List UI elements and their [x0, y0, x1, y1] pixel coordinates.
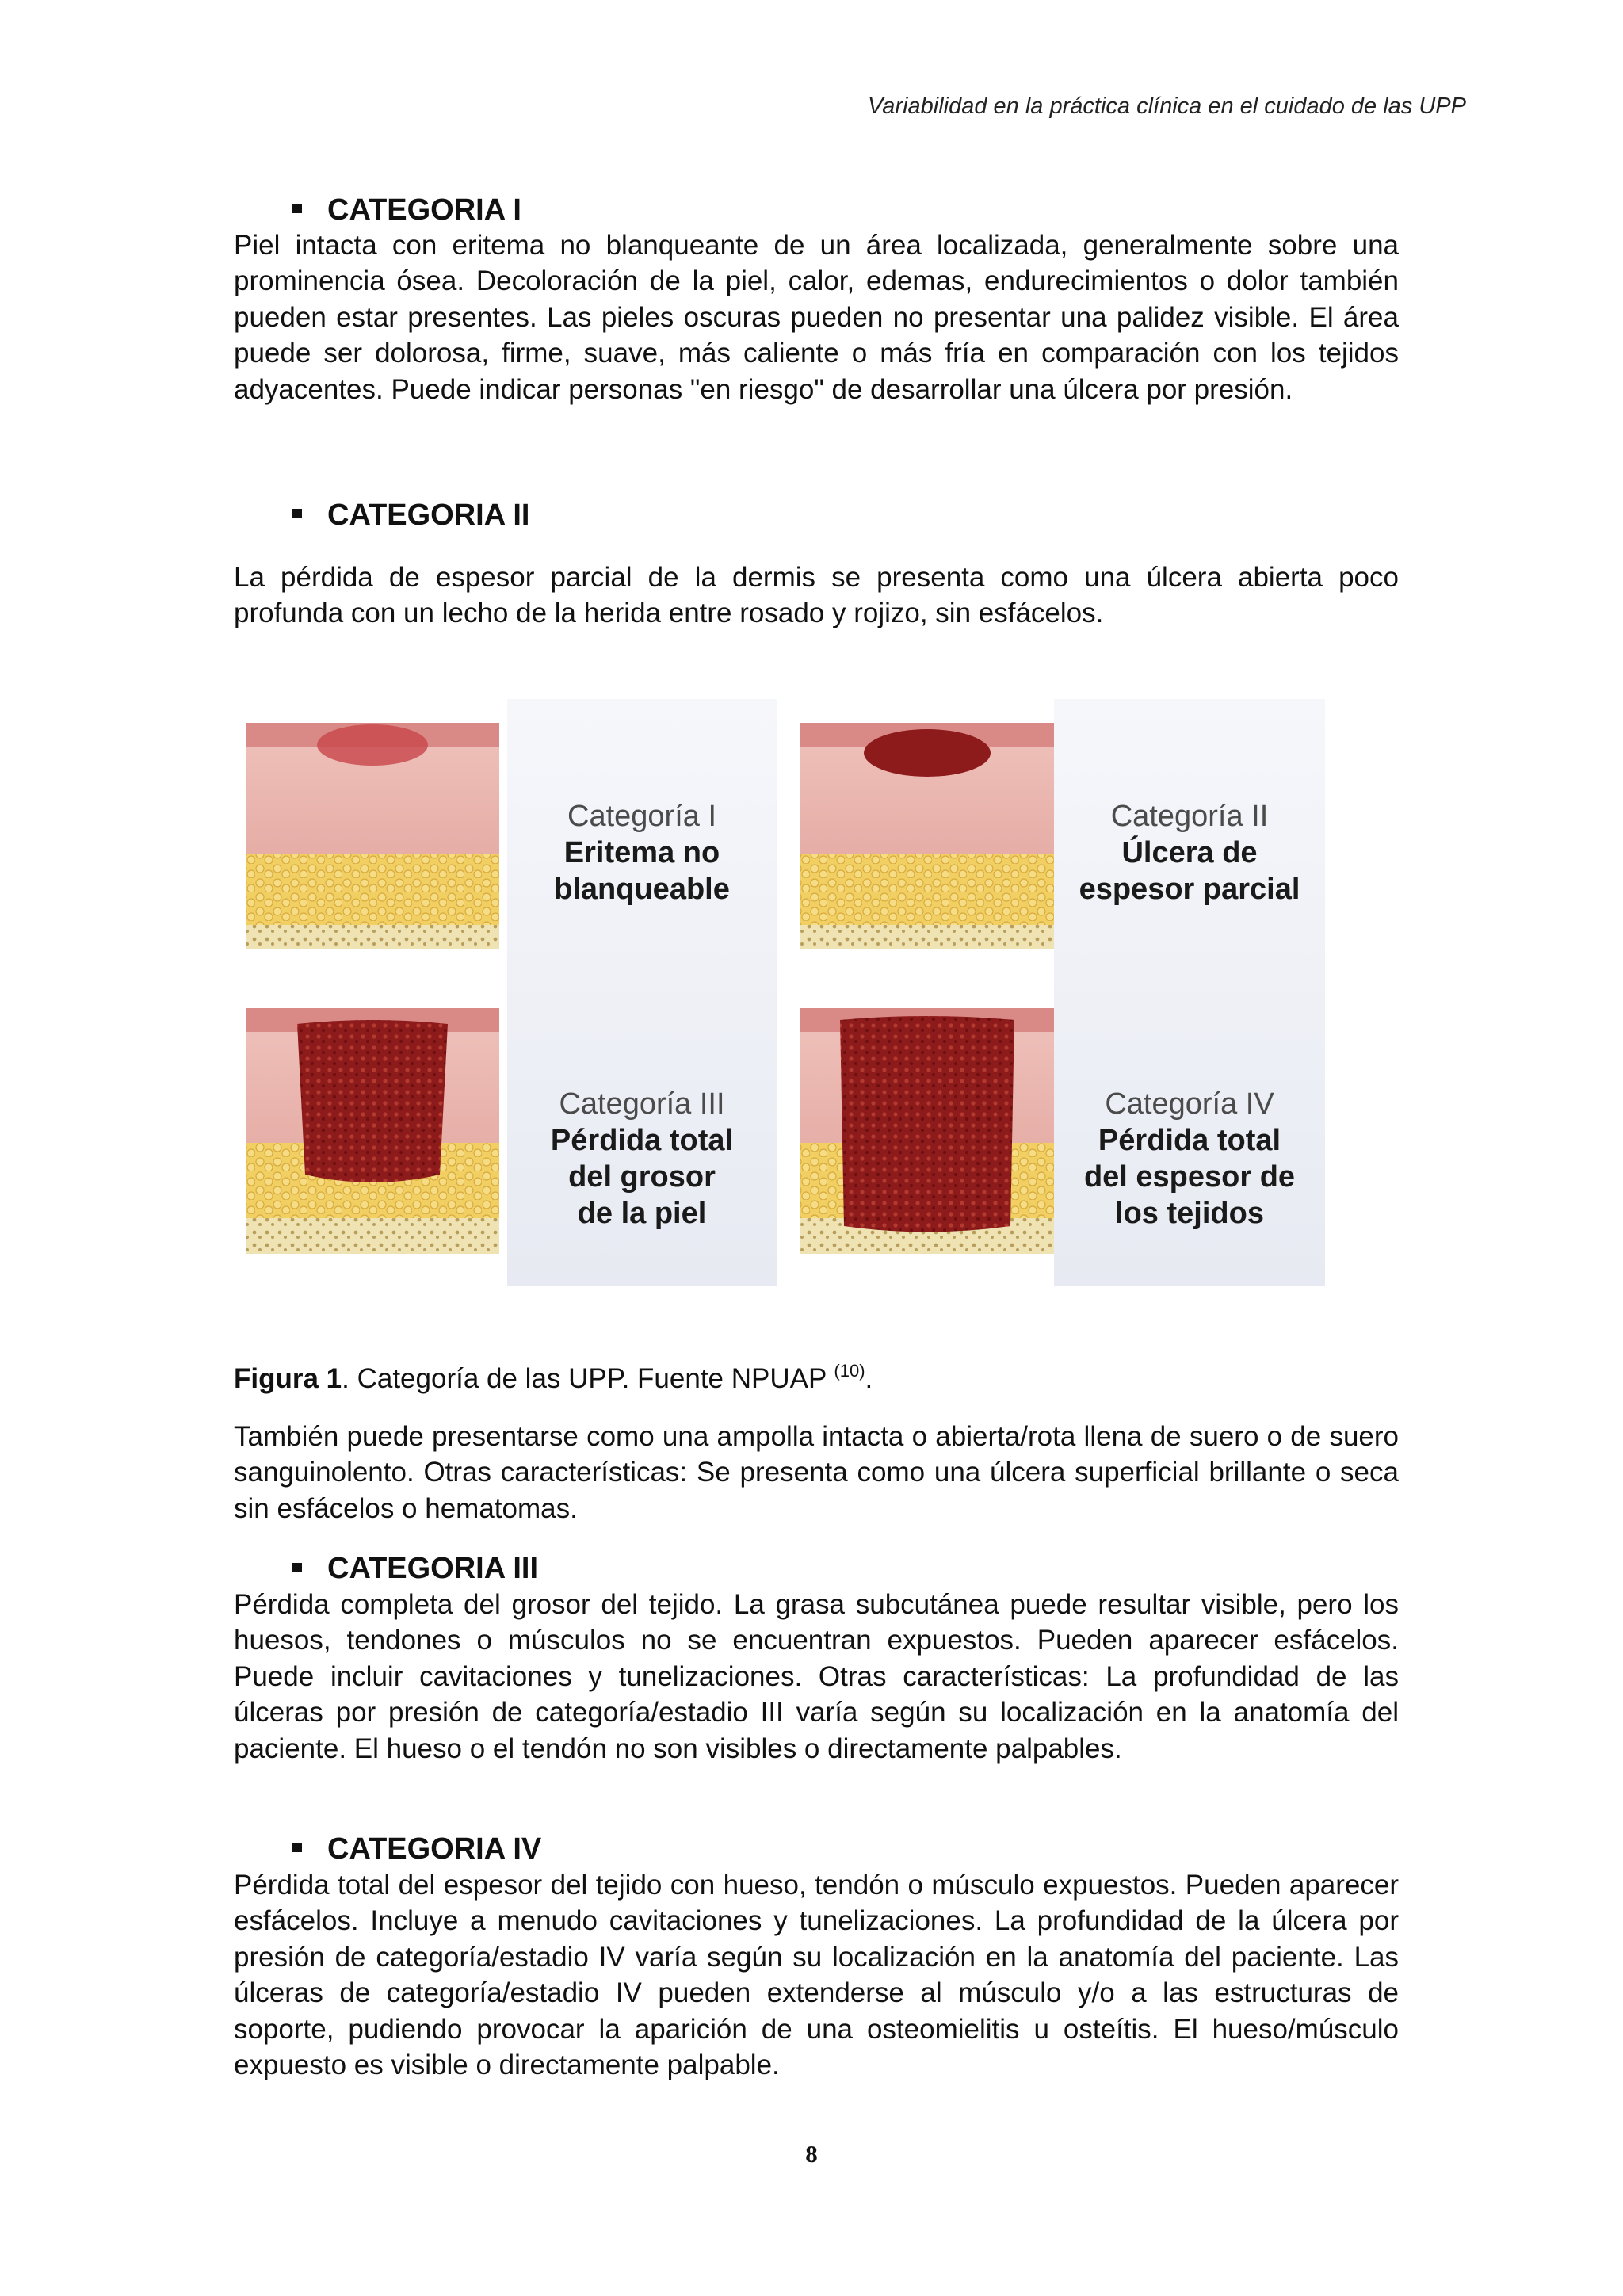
bullet-icon	[292, 204, 302, 213]
caption-label: Figura 1	[234, 1363, 342, 1394]
figure-category-description: Pérdida total del grosor de la piel	[550, 1124, 734, 1230]
paragraph-categoria-2-continued: También puede presentarse como una ampolla intacta o abierta/rota llena de suero o de suero sanguinolento. Otras características: Se presenta como una úlcera superficial brillante o seca sin esfácelos o hematomas.	[234, 1421, 1399, 1524]
figure-label-categoria-3	[507, 1086, 777, 1232]
caption-text: . Categoría de las UPP. Fuente NPUAP	[342, 1363, 827, 1394]
paragraph-categoria-3: Pérdida completa del grosor del tejido. La grasa subcutánea puede resultar visible, pero los huesos, tendones o músculos no se encuentran expuestos. Pueden aparecer esfácelos. Puede incluir cavitaciones y tunelizaciones. Otras características: La profundidad de las úlceras por presión de categoría/estadio III varía según su localización en la anatomía del paciente. El hueso o el tendón no son visibles o directamente palpables.	[234, 1589, 1399, 1764]
pressure-ulcer-categories-figure	[238, 699, 1325, 1286]
heading-categoria-3: CATEGORIA III	[327, 1552, 538, 1585]
skin-block-categoria-2	[800, 723, 1054, 949]
skin-block-categoria-3	[246, 1008, 499, 1254]
skin-block-categoria-1	[246, 723, 499, 949]
page-number: 8	[805, 2140, 818, 2168]
heading-categoria-4: CATEGORIA IV	[327, 1832, 542, 1866]
figure-category-label: Categoría IV	[1105, 1087, 1274, 1121]
skin-block-categoria-4	[800, 1008, 1054, 1254]
figure-label-categoria-4	[1054, 1086, 1325, 1232]
figure-category-label: Categoría III	[559, 1087, 725, 1121]
figure-label-categoria-2	[1054, 798, 1325, 907]
paragraph-categoria-1: Piel intacta con eritema no blanqueante de un área localizada, generalmente sobre una prominencia ósea. Decoloración de la piel, calor, edemas, endurecimientos o dolor también pueden estar presentes. Las pieles oscuras pueden no presentar una palidez visible. El área puede ser dolorosa, firme, suave, más caliente o más fría en comparación con los tejidos adyacentes. Puede indicar personas "en riesgo" de desarrollar una úlcera por presión.	[234, 230, 1399, 405]
bullet-icon	[292, 1843, 302, 1852]
figure-label-categoria-1	[507, 798, 777, 907]
figure-category-description: Eritema no blanqueable	[554, 836, 730, 906]
running-header: Variabilidad en la práctica clínica en el cuidado de las UPP	[868, 94, 1466, 119]
caption-end: .	[865, 1363, 873, 1394]
figure-category-label: Categoría I	[567, 800, 716, 833]
caption-reference: (10)	[834, 1361, 865, 1381]
bullet-icon	[292, 509, 302, 518]
figure-category-label: Categoría II	[1110, 800, 1269, 833]
figure-caption	[234, 1354, 873, 1396]
heading-categoria-1: CATEGORIA I	[327, 193, 521, 227]
heading-categoria-2: CATEGORIA II	[327, 499, 530, 532]
paragraph-categoria-4: Pérdida total del espesor del tejido con hueso, tendón o músculo expuestos. Pueden aparecer esfácelos. Incluye a menudo cavitaciones y tunelizaciones. La profundidad de la úlcera por presión de categoría/estadio IV varía según su localización en la anatomía del paciente. Las úlceras de categoría/estadio IV pueden extenderse al músculo y/o a las estructuras de soporte, pudiendo provocar la aparición de una osteomielitis u osteítis. El hueso/músculo expuesto es visible o directamente palpable.	[234, 1870, 1399, 2081]
figure-category-description: Pérdida total del espesor de los tejidos	[1083, 1124, 1296, 1230]
figure-category-description: Úlcera de espesor parcial	[1079, 836, 1300, 906]
bullet-icon	[292, 1563, 302, 1572]
paragraph-categoria-2: La pérdida de espesor parcial de la dermis se presenta como una úlcera abierta poco profunda con un lecho de la herida entre rosado y rojizo, sin esfácelos.	[234, 562, 1399, 629]
